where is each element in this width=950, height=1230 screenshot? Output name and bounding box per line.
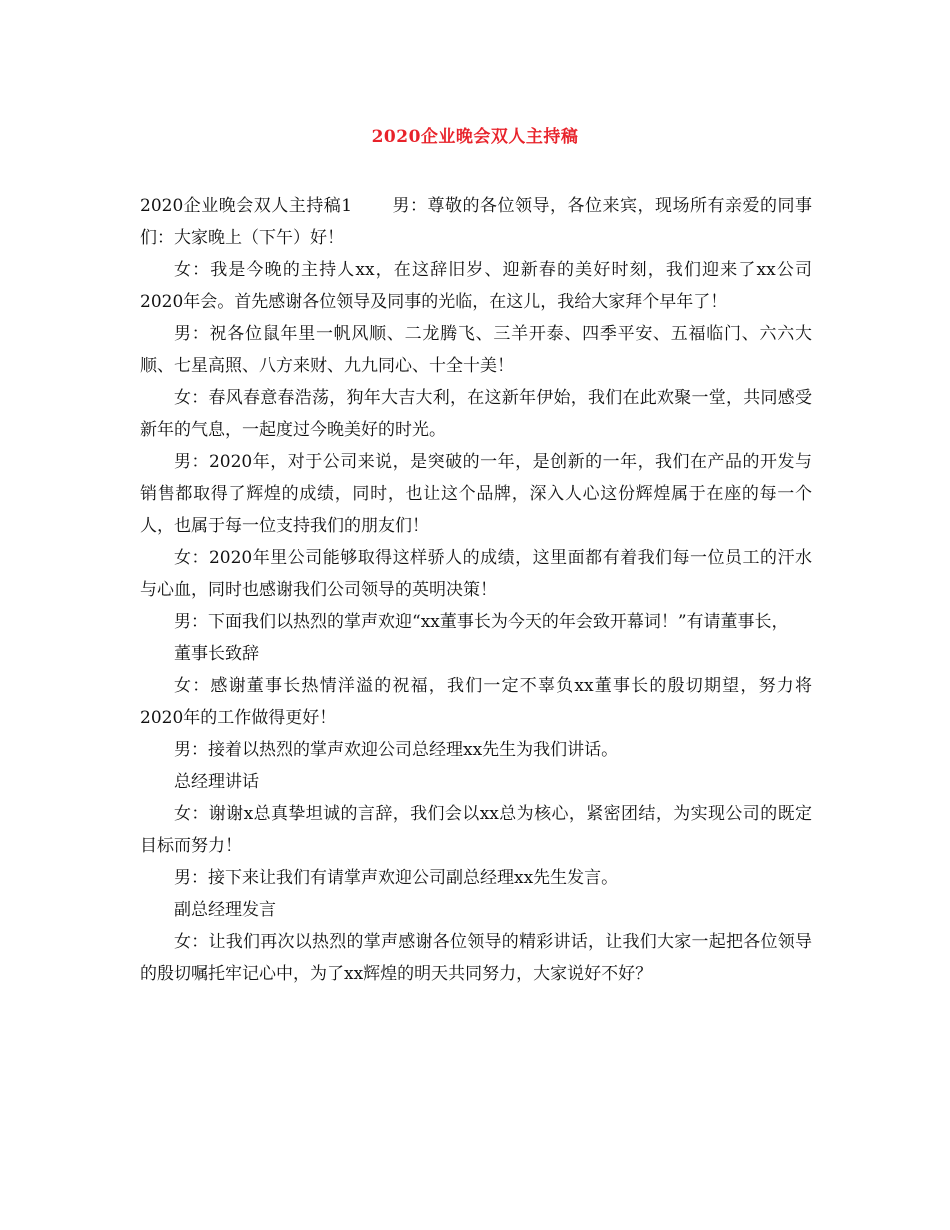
section-label: 副总经理发言	[174, 900, 276, 920]
paragraph: 男：接下来让我们有请掌声欢迎公司副总经理xx先生发言。	[174, 868, 619, 888]
section-label: 董事长致辞	[174, 644, 259, 664]
paragraph-opening	[140, 190, 812, 254]
paragraph: 女：我是今晚的主持人xx，在这辞旧岁、迎新春的美好时刻，我们迎来了xx公司2020年会。首先感谢各位领导及同事的光临，在这儿，我给大家拜个早年了！	[140, 260, 812, 312]
paragraph: 男：接着以热烈的掌声欢迎公司总经理xx先生为我们讲话。	[174, 740, 619, 760]
paragraph: 男：祝各位鼠年里一帆风顺、二龙腾飞、三羊开泰、四季平安、五福临门、六六大顺、七星高照、八方来财、九九同心、十全十美！	[140, 324, 812, 376]
paragraph: 女：感谢董事长热情洋溢的祝福，我们一定不辜负xx董事长的殷切期望，努力将2020年的工作做得更好！	[140, 676, 812, 728]
paragraph: 女：让我们再次以热烈的掌声感谢各位领导的精彩讲话，让我们大家一起把各位领导的殷切嘱托牢记心中，为了xx辉煌的明天共同努力，大家说好不好？	[140, 932, 812, 984]
paragraph: 女：春风春意春浩荡，狗年大吉大利，在这新年伊始，我们在此欢聚一堂，共同感受新年的气息，一起度过今晚美好的时光。	[140, 388, 812, 440]
paragraph: 男：2020年，对于公司来说，是突破的一年，是创新的一年，我们在产品的开发与销售都取得了辉煌的成绩，同时，也让这个品牌，深入人心这份辉煌属于在座的每一个人，也属于每一位支持我们的朋友们！	[140, 452, 812, 536]
section-label: 总经理讲话	[174, 772, 259, 792]
document-title: 2020企业晚会双人主持稿	[371, 127, 579, 147]
paragraph-text: 男：尊敬的各位领导，各位来宾，现场所有亲爱的同事们：大家晚上（下午）好！	[140, 196, 812, 248]
paragraph: 男：下面我们以热烈的掌声欢迎“xx董事长为今天的年会致开幕词！”有请董事长，	[174, 612, 789, 632]
inline-heading: 2020企业晚会双人主持稿1	[140, 196, 353, 216]
paragraph: 女：2020年里公司能够取得这样骄人的成绩，这里面都有着我们每一位员工的汗水与心血，同时也感谢我们公司领导的英明决策！	[140, 548, 812, 600]
paragraph: 女：谢谢x总真挚坦诚的言辞，我们会以xx总为核心，紧密团结，为实现公司的既定目标而努力！	[140, 804, 812, 856]
document-body	[140, 190, 812, 990]
